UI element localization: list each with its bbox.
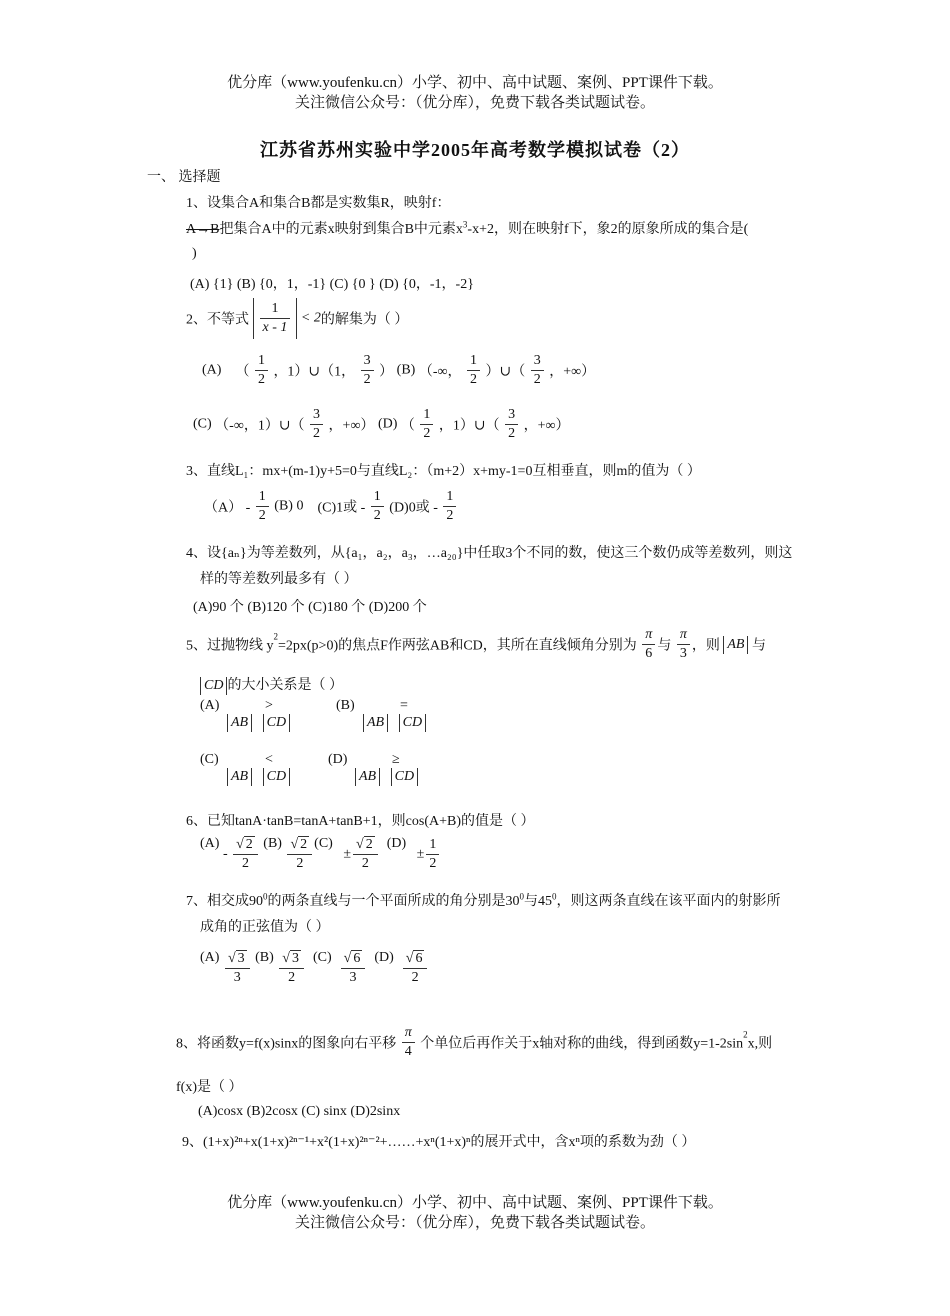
page-title: 江苏省苏州实验中学2005年高考数学模拟试卷（2） <box>260 140 690 160</box>
q5-option-a-expr: AB CD <box>227 714 290 732</box>
header-line-2: 关注微信公众号：（优分库），免费下载各类试题试卷。 <box>294 95 655 111</box>
q8-line2: f(x)是（ ） <box>176 1080 243 1095</box>
q2-options-ab: (A) （ $\frac{1}{2}$ ，1）∪（1， $\frac{3}{2}$ ） (B) （-∞， $\frac{1}{2}$ ）∪（ $\frac{3}{2}$ ，+∞） <box>202 353 596 387</box>
q6-options: (A) - $\frac{√ 2}{2}$ (B) $\frac{√ 2}{2}$ (C) ± $\frac{√ 2}{2}$ (D) ± $\frac{1}{2}$ <box>200 836 441 873</box>
q2-options-cd: (C) （-∞，1）∪（ $\frac{3}{2}$ ，+∞） (D) （ $\frac{1}{2}$ ，1）∪（ $\frac{3}{2}$ ，+∞） <box>193 407 570 441</box>
q5-line2: CD 的大小关系是（ ） <box>200 674 343 695</box>
q5-option-a-label: (A) <box>200 698 220 713</box>
q5-option-d-symbol: ≥ <box>392 752 400 767</box>
q6-stem: 6、已知tanA·tanB=tanA+tanB+1，则cos(A+B)的值是（ ） <box>186 814 535 829</box>
q5-option-b-expr: AB CD <box>363 714 426 732</box>
q1-line2: A→B把集合A中的元素x映射到集合B中元素$x^3-x+2$，则在映射f下，象2的原象所成的集合是( <box>186 219 749 237</box>
q3-options: （A） - $\frac{1}{2}$ (B) 0 (C)1或 - $\frac{1}{2}$ (D)0或 - $\frac{1}{2}$ <box>204 488 458 525</box>
q7-line1: 7、相交成$90^0$的两条直线与一个平面所成的角分别是$30^0$与$45^0$，则这两条直线在该平面内的射影所 <box>186 891 781 909</box>
q2-abs-fraction: $\frac{1}{x - 1}$ <box>253 298 298 339</box>
q5-option-a-symbol: > <box>265 698 273 713</box>
footer-line-2: 关注微信公众号：（优分库），免费下载各类试题试卷。 <box>294 1215 655 1231</box>
q1-line3: ) <box>192 246 197 261</box>
q5-option-c-expr: AB CD <box>227 768 290 786</box>
q5-option-b-label: (B) <box>336 698 355 713</box>
q4-options: (A)90 个 (B)120 个 (C)180 个 (D)200 个 <box>193 600 427 615</box>
q7-options: (A) $\frac{√ 3}{3}$ (B) $\frac{√ 3}{2}$ (C) $\frac{√ 6}{3}$ (D) $\frac{√ 6}{2}$ <box>200 950 429 987</box>
section-heading: 一、 选择题 <box>147 170 221 185</box>
q3-stem: 3、直线L₁：mx+(m-1)y+5=0与直线L₂：（m+2）x+my-1=0互相垂直，则m的值为（ ） <box>186 464 701 479</box>
q5-option-c-label: (C) <box>200 752 219 767</box>
q5-option-b-symbol: = <box>400 698 408 713</box>
q4-line1: 4、设{aₙ}为等差数列，从{a₁，a₂，a₃，…a₂₀}中任取3个不同的数，使这三个数仍成等差数列，则这 <box>186 546 793 561</box>
q5-option-c-symbol: < <box>265 752 273 767</box>
q8-stem: 8、将函数y=f(x)sinx的图象向右平移 $\frac{\pi}{4}$ 个单位后再作关于x轴对称的曲线，得到函数$y=1-2\sin^2x$,则 <box>176 1025 773 1059</box>
q2-stem: 2、不等式 $\frac{1}{x - 1}$ < 2的解集为（ ） <box>186 298 408 339</box>
q8-options: (A)cosx (B)2cosx (C) sinx (D)2sinx <box>198 1104 401 1119</box>
q5-stem: 5、过抛物线 $y^2=2px(p>0)$的焦点F作两弦AB和CD，其所在直线倾角分别为 $\frac{\pi}{6}$ 与 $\frac{\pi}{3}$ ，则 AB 与 <box>186 627 766 661</box>
q1-options: (A) {1} (B) {0，1，-1} (C) {0 } (D) {0，-1，-2} <box>190 277 474 292</box>
q9-stem: 9、(1+x)²ⁿ+x(1+x)²ⁿ⁻¹+x²(1+x)²ⁿ⁻²+……+xⁿ(1+x)ⁿ的展开式中，含xⁿ项的系数为劲（ ） <box>182 1135 696 1150</box>
q1-struck-mapping: A→B <box>186 222 220 237</box>
footer-line-1: 优分库（www.youfenku.cn）小学、初中、高中试题、案例、PPT课件下载。 <box>227 1195 723 1211</box>
q4-line2: 样的等差数列最多有（ ） <box>200 572 358 587</box>
q5-option-d-expr: AB CD <box>355 768 418 786</box>
q1-line1: 1、设集合A和集合B都是实数集R，映射f： <box>186 196 451 211</box>
q7-line2: 成角的正弦值为（ ） <box>200 920 330 935</box>
q5-option-d-label: (D) <box>328 752 348 767</box>
header-line-1: 优分库（www.youfenku.cn）小学、初中、高中试题、案例、PPT课件下载。 <box>227 75 723 91</box>
